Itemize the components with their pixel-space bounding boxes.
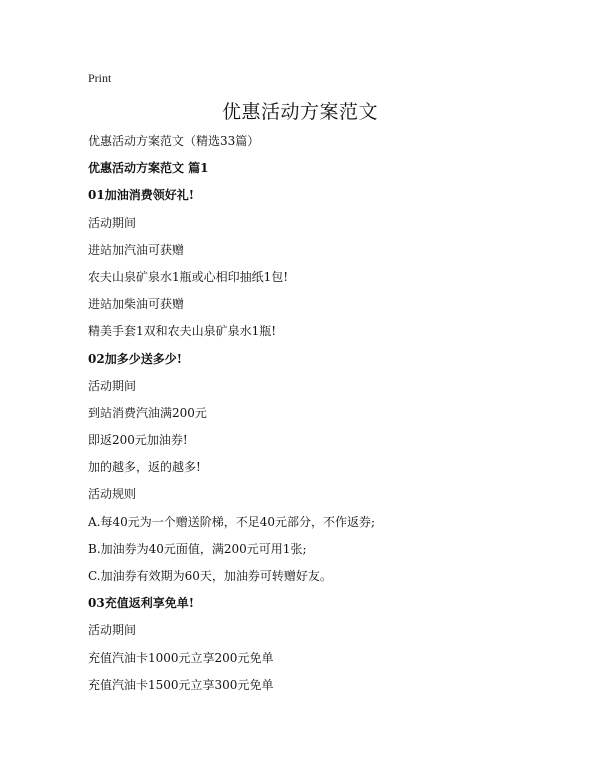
paragraph-line: 活动期间 bbox=[88, 623, 137, 638]
paragraph-line: C.加油券有效期为60天，加油券可转赠好友。 bbox=[88, 569, 332, 583]
paragraph-line: 精美手套1双和农夫山泉矿泉水1瓶! bbox=[88, 324, 277, 339]
paragraph-line: 农夫山泉矿泉水1瓶或心相印抽纸1包! bbox=[88, 269, 289, 284]
paragraph-line: 到站消费汽油满200元 bbox=[88, 405, 207, 420]
paragraph-line: 优惠活动方案范文 篇1 bbox=[88, 161, 209, 176]
paragraph-line: 加的越多，返的越多! bbox=[88, 460, 201, 475]
paragraph-line: 02加多少送多少! bbox=[88, 351, 182, 366]
paragraph-line: 活动期间 bbox=[88, 378, 137, 393]
paragraph-line: 进站加汽油可获赠 bbox=[88, 242, 185, 257]
paragraph-line: 进站加柴油可获赠 bbox=[88, 297, 185, 312]
paragraph-line: 活动规则 bbox=[88, 487, 137, 502]
paragraph-line: 03充值返利享免单! bbox=[88, 596, 194, 611]
paragraph-line: A.每40元为一个赠送阶梯，不足40元部分，不作返券; bbox=[88, 514, 376, 529]
document-title: 优惠活动方案范文 bbox=[221, 101, 378, 123]
paragraph-line: 充值汽油卡1500元立享300元免单 bbox=[88, 677, 274, 692]
paragraph-line: B.加油券为40元面值，满200元可用1张; bbox=[88, 541, 307, 556]
paragraph-line: 充值汽油卡1000元立享200元免单 bbox=[88, 650, 274, 665]
paragraph-line: 01加油消费领好礼! bbox=[88, 188, 194, 203]
print-link[interactable]: Print bbox=[88, 71, 112, 85]
paragraph-line: 活动期间 bbox=[88, 215, 137, 230]
document-body bbox=[88, 131, 548, 702]
paragraph-line: 优惠活动方案范文（精选33篇） bbox=[88, 134, 260, 148]
paragraph-line: 即返200元加油券! bbox=[88, 433, 188, 448]
